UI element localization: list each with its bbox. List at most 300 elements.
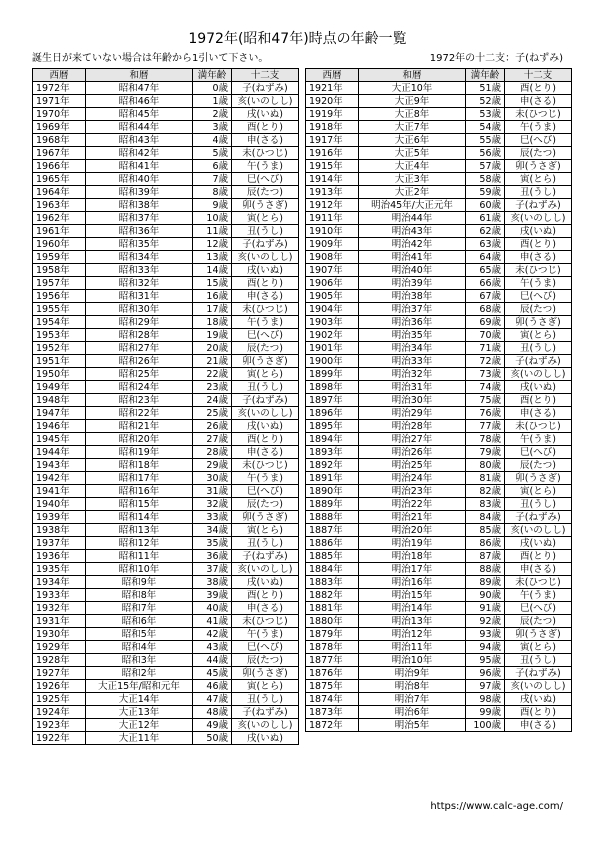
cell-age: 42歳: [193, 628, 232, 641]
cell-seireki: 1909年: [306, 238, 359, 251]
cell-wareki: 昭和29年: [86, 316, 193, 329]
table-row: [33, 654, 299, 667]
cell-wareki: 昭和46年: [86, 95, 193, 108]
cell-wareki: 昭和33年: [86, 264, 193, 277]
cell-age: 77歳: [466, 420, 505, 433]
cell-seireki: 1960年: [33, 238, 86, 251]
cell-eto: 未(ひつじ): [505, 108, 572, 121]
cell-age: 57歳: [466, 160, 505, 173]
table-row: [33, 719, 299, 732]
cell-wareki: 明治34年: [359, 342, 466, 355]
table-row: [306, 680, 572, 693]
cell-seireki: 1945年: [33, 433, 86, 446]
cell-eto: 子(ねずみ): [232, 82, 299, 95]
cell-wareki: 明治44年: [359, 212, 466, 225]
cell-seireki: 1907年: [306, 264, 359, 277]
cell-seireki: 1923年: [33, 719, 86, 732]
cell-age: 50歳: [193, 732, 232, 745]
cell-wareki: 明治10年: [359, 654, 466, 667]
cell-seireki: 1959年: [33, 251, 86, 264]
cell-wareki: 昭和47年: [86, 82, 193, 95]
table-header-row: [306, 69, 572, 82]
cell-seireki: 1944年: [33, 446, 86, 459]
cell-age: 32歳: [193, 498, 232, 511]
cell-age: 33歳: [193, 511, 232, 524]
cell-wareki: 明治28年: [359, 420, 466, 433]
cell-wareki: 明治15年: [359, 589, 466, 602]
cell-seireki: 1966年: [33, 160, 86, 173]
cell-age: 61歳: [466, 212, 505, 225]
cell-eto: 戌(いぬ): [232, 264, 299, 277]
cell-seireki: 1926年: [33, 680, 86, 693]
cell-seireki: 1918年: [306, 121, 359, 134]
cell-wareki: 明治41年: [359, 251, 466, 264]
cell-eto: 寅(とら): [505, 329, 572, 342]
cell-age: 72歳: [466, 355, 505, 368]
cell-age: 96歳: [466, 667, 505, 680]
cell-eto: 寅(とら): [505, 641, 572, 654]
cell-wareki: 大正3年: [359, 173, 466, 186]
cell-seireki: 1891年: [306, 472, 359, 485]
cell-seireki: 1877年: [306, 654, 359, 667]
table-row: [33, 290, 299, 303]
cell-wareki: 明治39年: [359, 277, 466, 290]
table-row: [306, 537, 572, 550]
cell-wareki: 明治40年: [359, 264, 466, 277]
cell-seireki: 1904年: [306, 303, 359, 316]
cell-age: 11歳: [193, 225, 232, 238]
table-row: [33, 329, 299, 342]
cell-age: 14歳: [193, 264, 232, 277]
cell-age: 38歳: [193, 576, 232, 589]
cell-age: 23歳: [193, 381, 232, 394]
footer-url: https://www.calc-age.com/: [430, 801, 563, 812]
cell-age: 97歳: [466, 680, 505, 693]
cell-age: 19歳: [193, 329, 232, 342]
cell-age: 24歳: [193, 394, 232, 407]
cell-eto: 丑(うし): [505, 654, 572, 667]
table-row: [306, 134, 572, 147]
cell-wareki: 昭和31年: [86, 290, 193, 303]
cell-eto: 辰(たつ): [232, 186, 299, 199]
cell-eto: 戌(いぬ): [505, 693, 572, 706]
cell-eto: 酉(とり): [232, 277, 299, 290]
table-row: [33, 264, 299, 277]
cell-age: 46歳: [193, 680, 232, 693]
cell-age: 81歳: [466, 472, 505, 485]
table-row: [306, 329, 572, 342]
table-row: [33, 641, 299, 654]
cell-wareki: 昭和20年: [86, 433, 193, 446]
cell-seireki: 1908年: [306, 251, 359, 264]
cell-seireki: 1961年: [33, 225, 86, 238]
table-row: [306, 121, 572, 134]
cell-eto: 卯(うさぎ): [232, 511, 299, 524]
cell-age: 2歳: [193, 108, 232, 121]
cell-wareki: 昭和21年: [86, 420, 193, 433]
cell-seireki: 1946年: [33, 420, 86, 433]
cell-seireki: 1883年: [306, 576, 359, 589]
table-row: [33, 82, 299, 95]
cell-age: 44歳: [193, 654, 232, 667]
cell-wareki: 昭和25年: [86, 368, 193, 381]
cell-eto: 酉(とり): [232, 589, 299, 602]
cell-eto: 酉(とり): [505, 394, 572, 407]
table-row: [33, 355, 299, 368]
cell-eto: 辰(たつ): [232, 342, 299, 355]
cell-eto: 午(うま): [232, 160, 299, 173]
table-row: [33, 316, 299, 329]
cell-age: 99歳: [466, 706, 505, 719]
cell-eto: 申(さる): [232, 290, 299, 303]
table-row: [33, 524, 299, 537]
cell-age: 4歳: [193, 134, 232, 147]
cell-wareki: 明治13年: [359, 615, 466, 628]
cell-seireki: 1893年: [306, 446, 359, 459]
table-row: [33, 706, 299, 719]
cell-eto: 午(うま): [505, 277, 572, 290]
cell-wareki: 明治33年: [359, 355, 466, 368]
cell-wareki: 明治24年: [359, 472, 466, 485]
cell-age: 55歳: [466, 134, 505, 147]
cell-age: 21歳: [193, 355, 232, 368]
table-row: [33, 420, 299, 433]
table-row: [306, 173, 572, 186]
cell-seireki: 1888年: [306, 511, 359, 524]
table-row: [306, 407, 572, 420]
cell-wareki: 昭和7年: [86, 602, 193, 615]
table-row: [306, 186, 572, 199]
cell-eto: 丑(うし): [505, 186, 572, 199]
cell-eto: 子(ねずみ): [232, 238, 299, 251]
cell-seireki: 1910年: [306, 225, 359, 238]
cell-age: 5歳: [193, 147, 232, 160]
cell-seireki: 1889年: [306, 498, 359, 511]
table-row: [306, 459, 572, 472]
cell-seireki: 1876年: [306, 667, 359, 680]
cell-wareki: 明治6年: [359, 706, 466, 719]
cell-seireki: 1956年: [33, 290, 86, 303]
cell-seireki: 1920年: [306, 95, 359, 108]
cell-eto: 卯(うさぎ): [505, 628, 572, 641]
cell-seireki: 1952年: [33, 342, 86, 355]
cell-age: 48歳: [193, 706, 232, 719]
table-row: [306, 108, 572, 121]
cell-age: 69歳: [466, 316, 505, 329]
cell-age: 84歳: [466, 511, 505, 524]
table-row: [33, 589, 299, 602]
cell-age: 22歳: [193, 368, 232, 381]
cell-age: 74歳: [466, 381, 505, 394]
cell-age: 10歳: [193, 212, 232, 225]
cell-wareki: 明治43年: [359, 225, 466, 238]
table-row: [33, 108, 299, 121]
cell-seireki: 1939年: [33, 511, 86, 524]
table-row: [33, 433, 299, 446]
column-header-wareki: 和暦: [86, 69, 193, 82]
cell-age: 45歳: [193, 667, 232, 680]
table-row: [306, 251, 572, 264]
cell-age: 64歳: [466, 251, 505, 264]
cell-age: 62歳: [466, 225, 505, 238]
cell-seireki: 1885年: [306, 550, 359, 563]
cell-seireki: 1912年: [306, 199, 359, 212]
cell-age: 7歳: [193, 173, 232, 186]
table-row: [306, 706, 572, 719]
table-row: [33, 550, 299, 563]
cell-eto: 午(うま): [505, 433, 572, 446]
cell-eto: 丑(うし): [232, 537, 299, 550]
cell-seireki: 1941年: [33, 485, 86, 498]
table-row: [33, 576, 299, 589]
table-row: [306, 238, 572, 251]
cell-seireki: 1927年: [33, 667, 86, 680]
cell-eto: 戌(いぬ): [505, 537, 572, 550]
cell-wareki: 昭和30年: [86, 303, 193, 316]
cell-eto: 巳(へび): [232, 641, 299, 654]
cell-eto: 酉(とり): [505, 82, 572, 95]
cell-seireki: 1928年: [33, 654, 86, 667]
cell-wareki: 昭和12年: [86, 537, 193, 550]
cell-age: 93歳: [466, 628, 505, 641]
cell-seireki: 1875年: [306, 680, 359, 693]
cell-wareki: 大正7年: [359, 121, 466, 134]
cell-seireki: 1942年: [33, 472, 86, 485]
cell-eto: 丑(うし): [505, 498, 572, 511]
cell-seireki: 1963年: [33, 199, 86, 212]
cell-age: 25歳: [193, 407, 232, 420]
cell-wareki: 昭和5年: [86, 628, 193, 641]
cell-eto: 未(ひつじ): [505, 420, 572, 433]
cell-wareki: 昭和14年: [86, 511, 193, 524]
table-row: [33, 381, 299, 394]
cell-seireki: 1919年: [306, 108, 359, 121]
table-row: [33, 121, 299, 134]
table-row: [33, 693, 299, 706]
cell-age: 60歳: [466, 199, 505, 212]
cell-seireki: 1879年: [306, 628, 359, 641]
cell-eto: 酉(とり): [505, 238, 572, 251]
cell-seireki: 1962年: [33, 212, 86, 225]
cell-wareki: 昭和4年: [86, 641, 193, 654]
cell-seireki: 1896年: [306, 407, 359, 420]
cell-wareki: 大正2年: [359, 186, 466, 199]
cell-age: 58歳: [466, 173, 505, 186]
table-row: [33, 238, 299, 251]
cell-wareki: 明治11年: [359, 641, 466, 654]
cell-seireki: 1936年: [33, 550, 86, 563]
table-row: [33, 472, 299, 485]
cell-age: 3歳: [193, 121, 232, 134]
table-row: [33, 732, 299, 745]
cell-wareki: 昭和45年: [86, 108, 193, 121]
cell-age: 29歳: [193, 459, 232, 472]
cell-eto: 亥(いのしし): [505, 368, 572, 381]
cell-seireki: 1905年: [306, 290, 359, 303]
table-row: [306, 485, 572, 498]
table-row: [306, 433, 572, 446]
cell-eto: 亥(いのしし): [232, 95, 299, 108]
cell-seireki: 1938年: [33, 524, 86, 537]
cell-age: 80歳: [466, 459, 505, 472]
cell-seireki: 1872年: [306, 719, 359, 732]
cell-age: 94歳: [466, 641, 505, 654]
cell-age: 54歳: [466, 121, 505, 134]
cell-wareki: 大正12年: [86, 719, 193, 732]
cell-age: 49歳: [193, 719, 232, 732]
cell-eto: 子(ねずみ): [505, 199, 572, 212]
column-header-seireki: 西暦: [33, 69, 86, 82]
cell-eto: 亥(いのしし): [232, 563, 299, 576]
cell-wareki: 昭和42年: [86, 147, 193, 160]
cell-eto: 申(さる): [505, 719, 572, 732]
age-table-right: [305, 68, 572, 732]
cell-eto: 巳(へび): [505, 602, 572, 615]
table-row: [33, 628, 299, 641]
cell-wareki: 昭和10年: [86, 563, 193, 576]
cell-seireki: 1894年: [306, 433, 359, 446]
cell-seireki: 1964年: [33, 186, 86, 199]
cell-seireki: 1971年: [33, 95, 86, 108]
table-row: [306, 576, 572, 589]
cell-age: 27歳: [193, 433, 232, 446]
table-row: [33, 602, 299, 615]
table-row: [33, 173, 299, 186]
cell-eto: 酉(とり): [505, 550, 572, 563]
cell-eto: 申(さる): [505, 95, 572, 108]
cell-age: 92歳: [466, 615, 505, 628]
cell-seireki: 1911年: [306, 212, 359, 225]
table-row: [306, 160, 572, 173]
cell-seireki: 1913年: [306, 186, 359, 199]
table-row: [306, 303, 572, 316]
cell-seireki: 1937年: [33, 537, 86, 550]
table-row: [306, 225, 572, 238]
cell-eto: 卯(うさぎ): [232, 355, 299, 368]
cell-wareki: 昭和13年: [86, 524, 193, 537]
cell-age: 87歳: [466, 550, 505, 563]
cell-seireki: 1881年: [306, 602, 359, 615]
cell-eto: 寅(とら): [232, 680, 299, 693]
cell-eto: 子(ねずみ): [505, 511, 572, 524]
cell-age: 68歳: [466, 303, 505, 316]
birthday-note: 誕生日が来ていない場合は年齢から1引いて下さい。: [32, 53, 269, 64]
cell-age: 82歳: [466, 485, 505, 498]
cell-age: 26歳: [193, 420, 232, 433]
cell-seireki: 1949年: [33, 381, 86, 394]
cell-seireki: 1970年: [33, 108, 86, 121]
cell-age: 30歳: [193, 472, 232, 485]
cell-age: 66歳: [466, 277, 505, 290]
table-row: [306, 641, 572, 654]
cell-wareki: 昭和22年: [86, 407, 193, 420]
page-title: 1972年(昭和47年)時点の年齢一覧: [188, 31, 407, 47]
cell-seireki: 1897年: [306, 394, 359, 407]
table-row: [306, 95, 572, 108]
cell-eto: 申(さる): [505, 251, 572, 264]
cell-wareki: 大正15年/昭和元年: [86, 680, 193, 693]
cell-age: 83歳: [466, 498, 505, 511]
cell-eto: 子(ねずみ): [232, 550, 299, 563]
cell-eto: 未(ひつじ): [232, 147, 299, 160]
table-row: [33, 147, 299, 160]
cell-wareki: 明治35年: [359, 329, 466, 342]
cell-wareki: 明治5年: [359, 719, 466, 732]
cell-eto: 辰(たつ): [232, 654, 299, 667]
cell-seireki: 1954年: [33, 316, 86, 329]
table-row: [306, 511, 572, 524]
cell-eto: 申(さる): [232, 602, 299, 615]
cell-age: 18歳: [193, 316, 232, 329]
cell-age: 73歳: [466, 368, 505, 381]
cell-age: 85歳: [466, 524, 505, 537]
table-row: [306, 446, 572, 459]
cell-wareki: 明治9年: [359, 667, 466, 680]
cell-age: 6歳: [193, 160, 232, 173]
cell-age: 12歳: [193, 238, 232, 251]
cell-seireki: 1933年: [33, 589, 86, 602]
cell-wareki: 昭和28年: [86, 329, 193, 342]
table-row: [306, 212, 572, 225]
cell-age: 88歳: [466, 563, 505, 576]
cell-age: 63歳: [466, 238, 505, 251]
cell-age: 71歳: [466, 342, 505, 355]
cell-eto: 寅(とら): [232, 524, 299, 537]
cell-eto: 辰(たつ): [505, 615, 572, 628]
cell-age: 75歳: [466, 394, 505, 407]
cell-wareki: 明治36年: [359, 316, 466, 329]
cell-age: 0歳: [193, 82, 232, 95]
cell-eto: 寅(とら): [232, 212, 299, 225]
cell-wareki: 昭和27年: [86, 342, 193, 355]
cell-seireki: 1935年: [33, 563, 86, 576]
cell-eto: 寅(とら): [505, 485, 572, 498]
cell-wareki: 明治25年: [359, 459, 466, 472]
cell-wareki: 大正13年: [86, 706, 193, 719]
age-table-left-body: [33, 82, 299, 745]
cell-age: 90歳: [466, 589, 505, 602]
cell-eto: 子(ねずみ): [232, 394, 299, 407]
cell-eto: 亥(いのしし): [505, 212, 572, 225]
table-row: [33, 342, 299, 355]
cell-wareki: 昭和32年: [86, 277, 193, 290]
cell-wareki: 明治23年: [359, 485, 466, 498]
table-row: [306, 693, 572, 706]
cell-seireki: 1951年: [33, 355, 86, 368]
cell-age: 13歳: [193, 251, 232, 264]
cell-wareki: 昭和38年: [86, 199, 193, 212]
cell-seireki: 1931年: [33, 615, 86, 628]
cell-wareki: 明治27年: [359, 433, 466, 446]
table-row: [33, 277, 299, 290]
cell-eto: 未(ひつじ): [232, 459, 299, 472]
cell-seireki: 1921年: [306, 82, 359, 95]
cell-eto: 子(ねずみ): [505, 667, 572, 680]
cell-eto: 寅(とら): [505, 173, 572, 186]
cell-wareki: 昭和9年: [86, 576, 193, 589]
cell-eto: 酉(とり): [232, 433, 299, 446]
cell-wareki: 昭和16年: [86, 485, 193, 498]
cell-seireki: 1940年: [33, 498, 86, 511]
table-row: [33, 563, 299, 576]
cell-age: 52歳: [466, 95, 505, 108]
cell-wareki: 昭和3年: [86, 654, 193, 667]
cell-age: 65歳: [466, 264, 505, 277]
cell-seireki: 1947年: [33, 407, 86, 420]
cell-seireki: 1958年: [33, 264, 86, 277]
cell-seireki: 1957年: [33, 277, 86, 290]
table-row: [306, 667, 572, 680]
